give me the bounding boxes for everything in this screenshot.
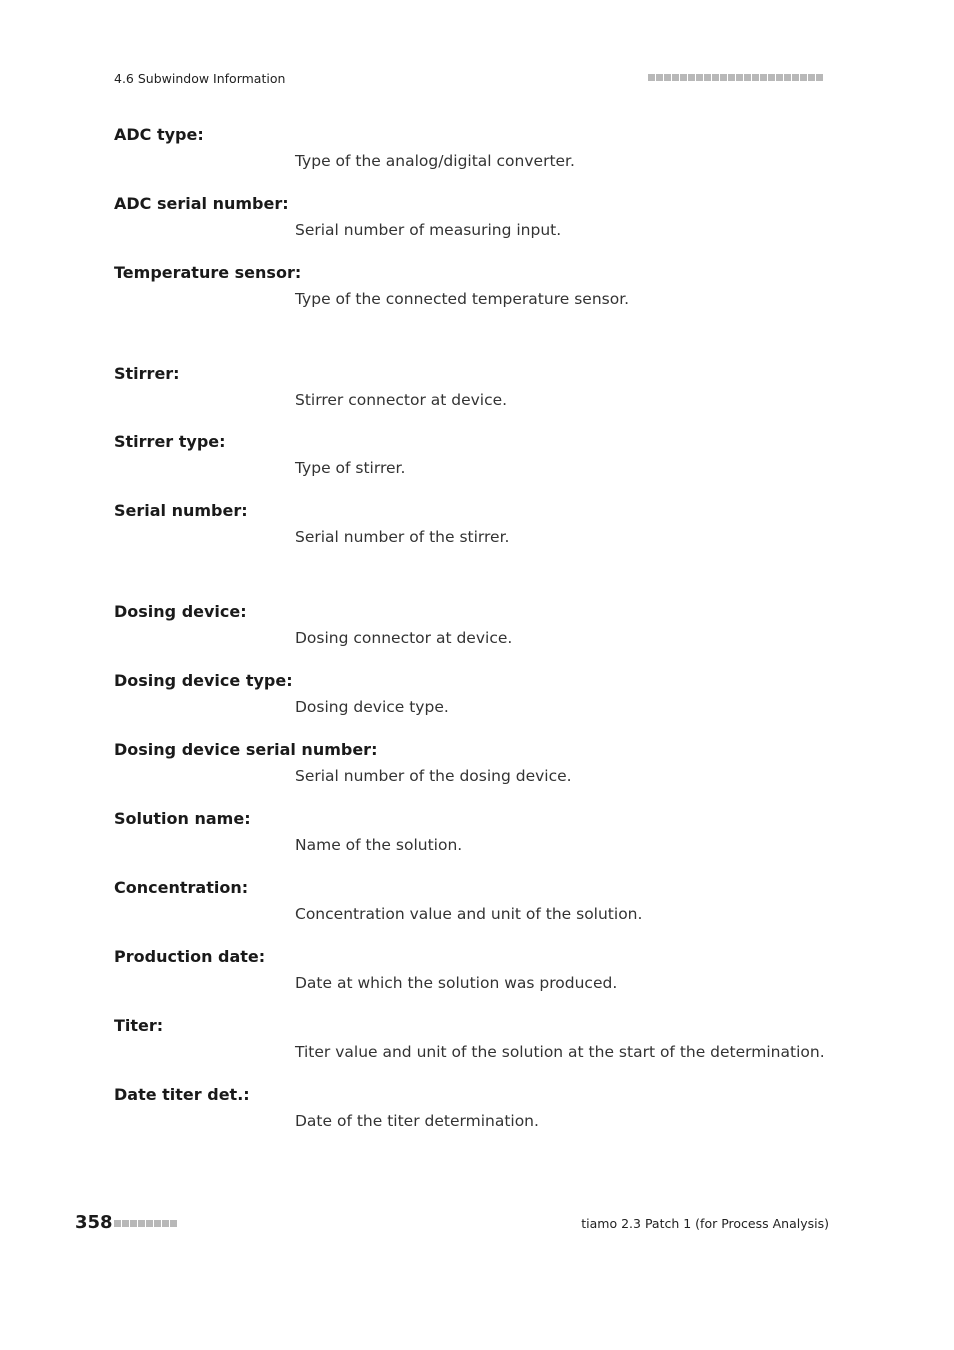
entry-term: Titer:: [114, 1016, 164, 1035]
entry-description: Type of the analog/digital converter.: [295, 152, 575, 170]
section-title: 4.6 Subwindow Information: [114, 71, 286, 86]
entry-description: Titer value and unit of the solution at the start of the determination.: [295, 1043, 825, 1061]
entry-description: Date of the titer determination.: [295, 1112, 539, 1130]
entry-term: Concentration:: [114, 878, 249, 897]
entry-term: Production date:: [114, 947, 266, 966]
entry-description: Concentration value and unit of the solution.: [295, 905, 643, 923]
entry-term: Serial number:: [114, 501, 248, 520]
entry-description: Dosing device type.: [295, 698, 449, 716]
page-number: 358: [75, 1212, 113, 1233]
entry-term: Date titer det.:: [114, 1085, 250, 1104]
product-name: tiamo 2.3 Patch 1 (for Process Analysis): [581, 1216, 829, 1231]
entry-term: Solution name:: [114, 809, 251, 828]
entry-term: Temperature sensor:: [114, 263, 302, 282]
entry-description: Date at which the solution was produced.: [295, 974, 618, 992]
entry-term: Stirrer type:: [114, 432, 226, 451]
entry-description: Type of the connected temperature sensor.: [295, 290, 630, 308]
entry-description: Serial number of measuring input.: [295, 221, 562, 239]
entry-term: Dosing device serial number:: [114, 740, 378, 759]
entry-term: Dosing device type:: [114, 671, 293, 690]
footer-decoration: [114, 1220, 177, 1227]
entry-term: Stirrer:: [114, 364, 180, 383]
entry-description: Dosing connector at device.: [295, 629, 513, 647]
header-decoration: [648, 74, 823, 81]
entry-description: Name of the solution.: [295, 836, 463, 854]
entry-description: Type of stirrer.: [295, 459, 406, 477]
entry-term: Dosing device:: [114, 602, 247, 621]
entry-description: Serial number of the dosing device.: [295, 767, 572, 785]
entry-description: Stirrer connector at device.: [295, 391, 508, 409]
entry-term: ADC type:: [114, 125, 204, 144]
entry-term: ADC serial number:: [114, 194, 289, 213]
entry-description: Serial number of the stirrer.: [295, 528, 510, 546]
